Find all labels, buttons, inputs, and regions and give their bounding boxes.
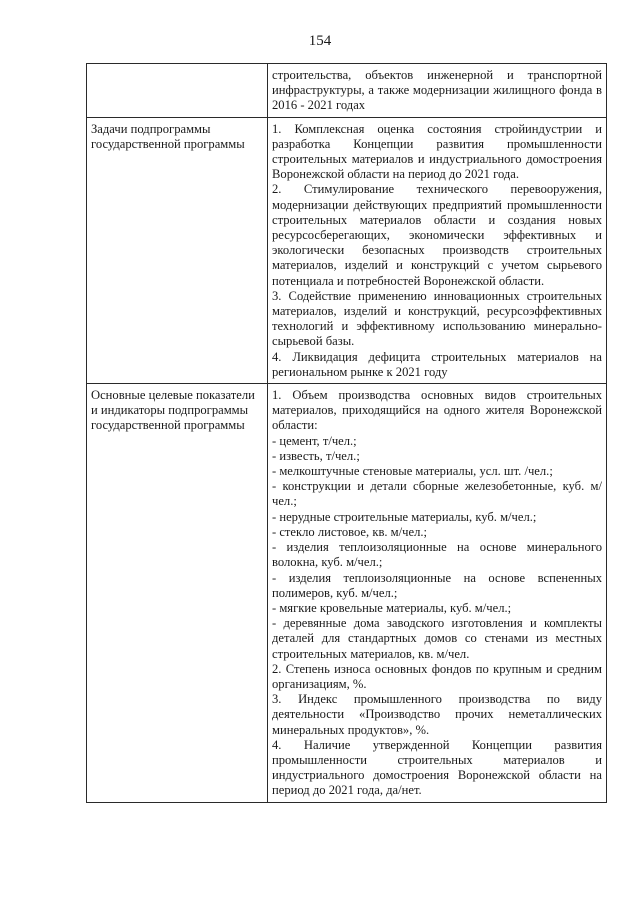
paragraph: - изделия теплоизоляционные на основе минерального волокна, куб. м/чел.; bbox=[272, 540, 602, 570]
paragraph: - мелкоштучные стеновые материалы, усл. шт. /чел.; bbox=[272, 464, 553, 479]
table-label-cell: Основные целевые показатели и индикаторы подпрограммы государственной программы bbox=[87, 384, 268, 802]
table-content-cell bbox=[268, 384, 607, 802]
paragraph: 1. Комплексная оценка состояния стройиндустрии и разработка Концепции развития промышленности строительных материалов и индустриального домостроения Воронежской области на период до 2021 года. bbox=[272, 121, 602, 182]
paragraph: - известь, т/чел.; bbox=[272, 448, 360, 463]
paragraph: - изделия теплоизоляционные на основе вспененных полимеров, куб. м/чел.; bbox=[272, 570, 602, 600]
paragraph: 1. Объем производства основных видов строительных материалов, приходящийся на одного жителя Воронежской области: bbox=[272, 388, 602, 433]
paragraph: - нерудные строительные материалы, куб. м/чел.; bbox=[272, 509, 537, 524]
paragraph: - мягкие кровельные материалы, куб. м/чел.; bbox=[272, 600, 512, 615]
paragraph: - стекло листовое, кв. м/чел.; bbox=[272, 524, 428, 539]
paragraph: - цемент, т/чел.; bbox=[272, 433, 357, 448]
page-number: 154 bbox=[308, 33, 332, 49]
subprogram-passport-table bbox=[86, 63, 607, 803]
paragraph: 3. Содействие применению инновационных строительных материалов, изделий и конструкций, ресурсоэффективных технологий и эффективному использованию минерально-сырьевой базы. bbox=[272, 288, 602, 349]
table-content-cell bbox=[268, 117, 607, 383]
table-content-cell bbox=[268, 64, 607, 118]
table-row bbox=[87, 64, 607, 118]
paragraph: строительства, объектов инженерной и транспортной инфраструктуры, а также модернизации жилищного фонда в 2016 - 2021 годах bbox=[272, 68, 602, 113]
paragraph: 4. Ликвидация дефицита строительных материалов на региональном рынке к 2021 году bbox=[272, 349, 602, 379]
table-label-cell bbox=[87, 64, 268, 118]
table-row bbox=[87, 117, 607, 383]
paragraph: 4. Наличие утвержденной Концепции развития промышленности строительных материалов и индустриального домостроения Воронежской области на период до 2021 года, да/нет. bbox=[272, 737, 602, 798]
table-label-cell: Задачи подпрограммы государственной программы bbox=[87, 117, 268, 383]
paragraph: - деревянные дома заводского изготовления и комплекты деталей для стандартных домов со стенами из местных строительных материалов, кв. м/чел. bbox=[272, 616, 602, 661]
paragraph: - конструкции и детали сборные железобетонные, куб. м/чел.; bbox=[272, 479, 602, 509]
table-row bbox=[87, 384, 607, 802]
paragraph: 2. Степень износа основных фондов по крупным и средним организациям, %. bbox=[272, 661, 602, 691]
paragraph: 2. Стимулирование технического перевооружения, модернизации действующих предприятий промышленности строительных материалов области и создания новых ресурсосберегающих, экономически эффективных и экологически безопасных производств строительных материалов, изделий и конструкций с учетом сырьевого потенциала и потребностей Воронежской области. bbox=[272, 182, 602, 288]
paragraph: 3. Индекс промышленного производства по виду деятельности «Производство прочих неметаллических минеральных продуктов», %. bbox=[272, 692, 602, 737]
